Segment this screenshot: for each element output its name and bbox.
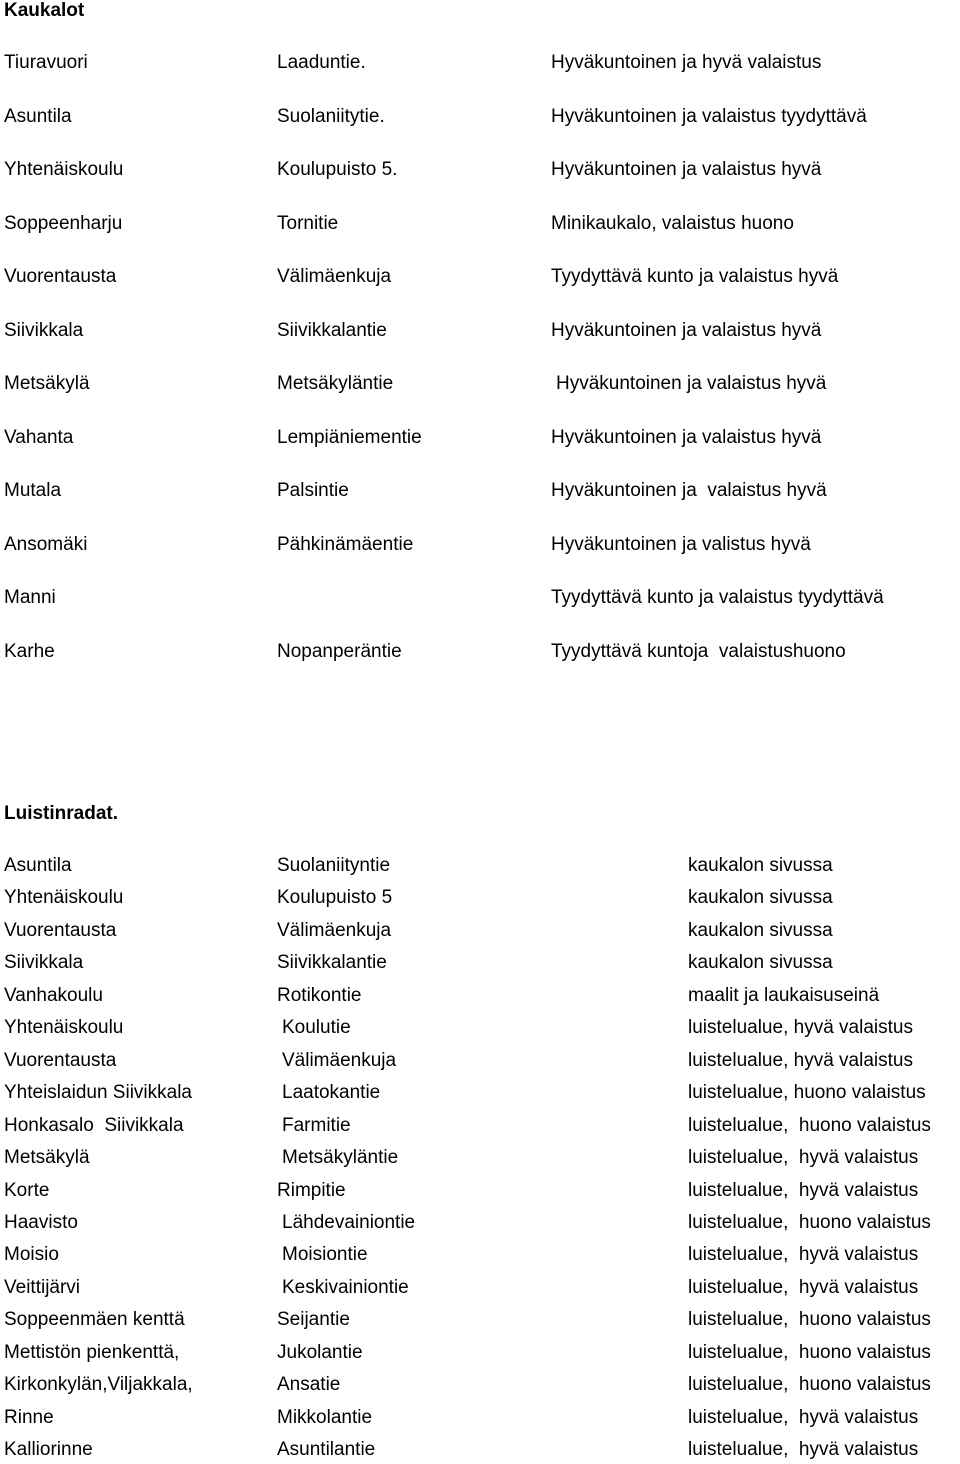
condition-note: Hyväkuntoinen ja valaistus hyvä	[551, 427, 822, 448]
luistinrata-row	[0, 1211, 960, 1235]
condition-note: Hyväkuntoinen ja valistus hyvä	[551, 534, 811, 555]
place-name: Yhtenäiskoulu	[4, 1017, 124, 1038]
kaukalo-row	[0, 586, 960, 610]
place-name: Yhtenäiskoulu	[4, 159, 124, 180]
condition-note: Tyydyttävä kunto ja valaistus tyydyttävä	[551, 587, 884, 608]
condition-note: Hyväkuntoinen ja hyvä valaistus	[551, 52, 822, 73]
place-name: Mettistön pienkenttä,	[4, 1342, 180, 1363]
kaukalo-row	[0, 533, 960, 557]
condition-note: luistelualue, hyvä valaistus	[688, 1277, 919, 1298]
condition-note: Hyväkuntoinen ja valaistus hyvä	[556, 373, 827, 394]
condition-note: Tyydyttävä kunto ja valaistus hyvä	[551, 266, 839, 287]
place-name: Manni	[4, 587, 56, 608]
condition-note: Minikaukalo, valaistus huono	[551, 213, 794, 234]
condition-note: maalit ja laukaisuseinä	[688, 985, 880, 1006]
place-name: Moisio	[4, 1244, 59, 1265]
luistinrata-row	[0, 1243, 960, 1267]
street-name: Välimäenkuja	[282, 1050, 397, 1071]
street-name: Suolaniitytie.	[277, 106, 385, 127]
street-name: Laatokantie	[282, 1082, 381, 1103]
kaukalo-row	[0, 640, 960, 664]
street-name: Mikkolantie	[277, 1407, 373, 1428]
condition-note: Hyväkuntoinen ja valaistus tyydyttävä	[551, 106, 867, 127]
condition-note: Hyväkuntoinen ja valaistus hyvä	[551, 159, 822, 180]
kaukalo-row	[0, 319, 960, 343]
street-name: Siivikkalantie	[277, 952, 387, 973]
kaukalo-row	[0, 51, 960, 75]
luistinrata-row	[0, 886, 960, 910]
luistinrata-row	[0, 984, 960, 1008]
place-name: Yhteislaidun Siivikkala	[4, 1082, 192, 1103]
place-name: Metsäkylä	[4, 373, 90, 394]
street-name: Tornitie	[277, 213, 339, 234]
condition-note: luistelualue, hyvä valaistus	[688, 1017, 913, 1038]
place-name: Vuorentausta	[4, 266, 117, 287]
kaukalo-row	[0, 265, 960, 289]
street-name: Jukolantie	[277, 1342, 363, 1363]
place-name: Haavisto	[4, 1212, 78, 1233]
street-name: Metsäkyläntie	[277, 373, 394, 394]
street-name: Asuntilantie	[277, 1439, 376, 1460]
kaukalo-row	[0, 479, 960, 503]
luistinrata-row	[0, 1276, 960, 1300]
place-name: Kalliorinne	[4, 1439, 93, 1460]
condition-note: luistelualue, huono valaistus	[688, 1212, 931, 1233]
luistinrata-row	[0, 1049, 960, 1073]
place-name: Korte	[4, 1180, 50, 1201]
kaukalo-row	[0, 105, 960, 129]
condition-note: luistelualue, huono valaistus	[688, 1115, 931, 1136]
luistinrata-row	[0, 1146, 960, 1170]
place-name: Vuorentausta	[4, 920, 117, 941]
kaukalo-row	[0, 212, 960, 236]
condition-note: Tyydyttävä kuntoja valaistushuono	[551, 641, 846, 662]
condition-note: kaukalon sivussa	[688, 920, 833, 941]
street-name: Metsäkyläntie	[282, 1147, 399, 1168]
condition-note: luistelualue, huono valaistus	[688, 1374, 931, 1395]
street-name: Koulutie	[282, 1017, 351, 1038]
luistinrata-row	[0, 919, 960, 943]
place-name: Rinne	[4, 1407, 54, 1428]
luistinrata-row	[0, 1341, 960, 1365]
condition-note: kaukalon sivussa	[688, 952, 833, 973]
condition-note: luistelualue, hyvä valaistus	[688, 1180, 919, 1201]
place-name: Siivikkala	[4, 320, 84, 341]
luistinrata-row	[0, 1438, 960, 1462]
luistinradat-heading: Luistinradat.	[4, 803, 119, 824]
street-name: Rotikontie	[277, 985, 362, 1006]
street-name: Keskivainiontie	[282, 1277, 409, 1298]
condition-note: kaukalon sivussa	[688, 887, 833, 908]
place-name: Asuntila	[4, 106, 72, 127]
street-name: Lempiäniementie	[277, 427, 422, 448]
luistinrata-row	[0, 854, 960, 878]
place-name: Soppeenharju	[4, 213, 123, 234]
kaukalo-row	[0, 426, 960, 450]
street-name: Koulupuisto 5	[277, 887, 393, 908]
street-name: Suolaniityntie	[277, 855, 391, 876]
luistinrata-row	[0, 1373, 960, 1397]
luistinrata-row	[0, 1016, 960, 1040]
street-name: Siivikkalantie	[277, 320, 387, 341]
street-name: Laaduntie.	[277, 52, 366, 73]
place-name: Karhe	[4, 641, 55, 662]
luistinrata-row	[0, 1081, 960, 1105]
condition-note: luistelualue, huono valaistus	[688, 1082, 926, 1103]
place-name: Ansomäki	[4, 534, 88, 555]
street-name: Seijantie	[277, 1309, 350, 1330]
place-name: Vanhakoulu	[4, 985, 103, 1006]
street-name: Lähdevainiontie	[282, 1212, 416, 1233]
street-name: Nopanperäntie	[277, 641, 402, 662]
luistinrata-row	[0, 1406, 960, 1430]
condition-note: luistelualue, huono valaistus	[688, 1309, 931, 1330]
street-name: Välimäenkuja	[277, 920, 392, 941]
condition-note: luistelualue, hyvä valaistus	[688, 1439, 919, 1460]
luistinrata-row	[0, 1179, 960, 1203]
condition-note: luistelualue, hyvä valaistus	[688, 1050, 913, 1071]
condition-note: Hyväkuntoinen ja valaistus hyvä	[551, 320, 822, 341]
condition-note: luistelualue, huono valaistus	[688, 1342, 931, 1363]
street-name: Koulupuisto 5.	[277, 159, 398, 180]
street-name: Välimäenkuja	[277, 266, 392, 287]
street-name: Farmitie	[282, 1115, 351, 1136]
place-name: Yhtenäiskoulu	[4, 887, 124, 908]
street-name: Moisiontie	[282, 1244, 368, 1265]
place-name: Mutala	[4, 480, 62, 501]
condition-note: kaukalon sivussa	[688, 855, 833, 876]
condition-note: luistelualue, hyvä valaistus	[688, 1407, 919, 1428]
kaukalot-heading: Kaukalot	[4, 0, 85, 21]
condition-note: luistelualue, hyvä valaistus	[688, 1147, 919, 1168]
place-name: Tiuravuori	[4, 52, 88, 73]
place-name: Soppeenmäen kenttä	[4, 1309, 185, 1330]
place-name: Asuntila	[4, 855, 72, 876]
condition-note: Hyväkuntoinen ja valaistus hyvä	[551, 480, 827, 501]
street-name: Rimpitie	[277, 1180, 346, 1201]
place-name: Siivikkala	[4, 952, 84, 973]
place-name: Vahanta	[4, 427, 74, 448]
street-name: Pähkinämäentie	[277, 534, 414, 555]
luistinrata-row	[0, 951, 960, 975]
place-name: Metsäkylä	[4, 1147, 90, 1168]
street-name: Ansatie	[277, 1374, 341, 1395]
kaukalo-row	[0, 372, 960, 396]
street-name: Palsintie	[277, 480, 349, 501]
kaukalo-row	[0, 158, 960, 182]
condition-note: luistelualue, hyvä valaistus	[688, 1244, 919, 1265]
luistinrata-row	[0, 1114, 960, 1138]
place-name: Vuorentausta	[4, 1050, 117, 1071]
place-name: Honkasalo Siivikkala	[4, 1115, 184, 1136]
place-name: Kirkonkylän,Viljakkala,	[4, 1374, 193, 1395]
place-name: Veittijärvi	[4, 1277, 81, 1298]
luistinrata-row	[0, 1308, 960, 1332]
